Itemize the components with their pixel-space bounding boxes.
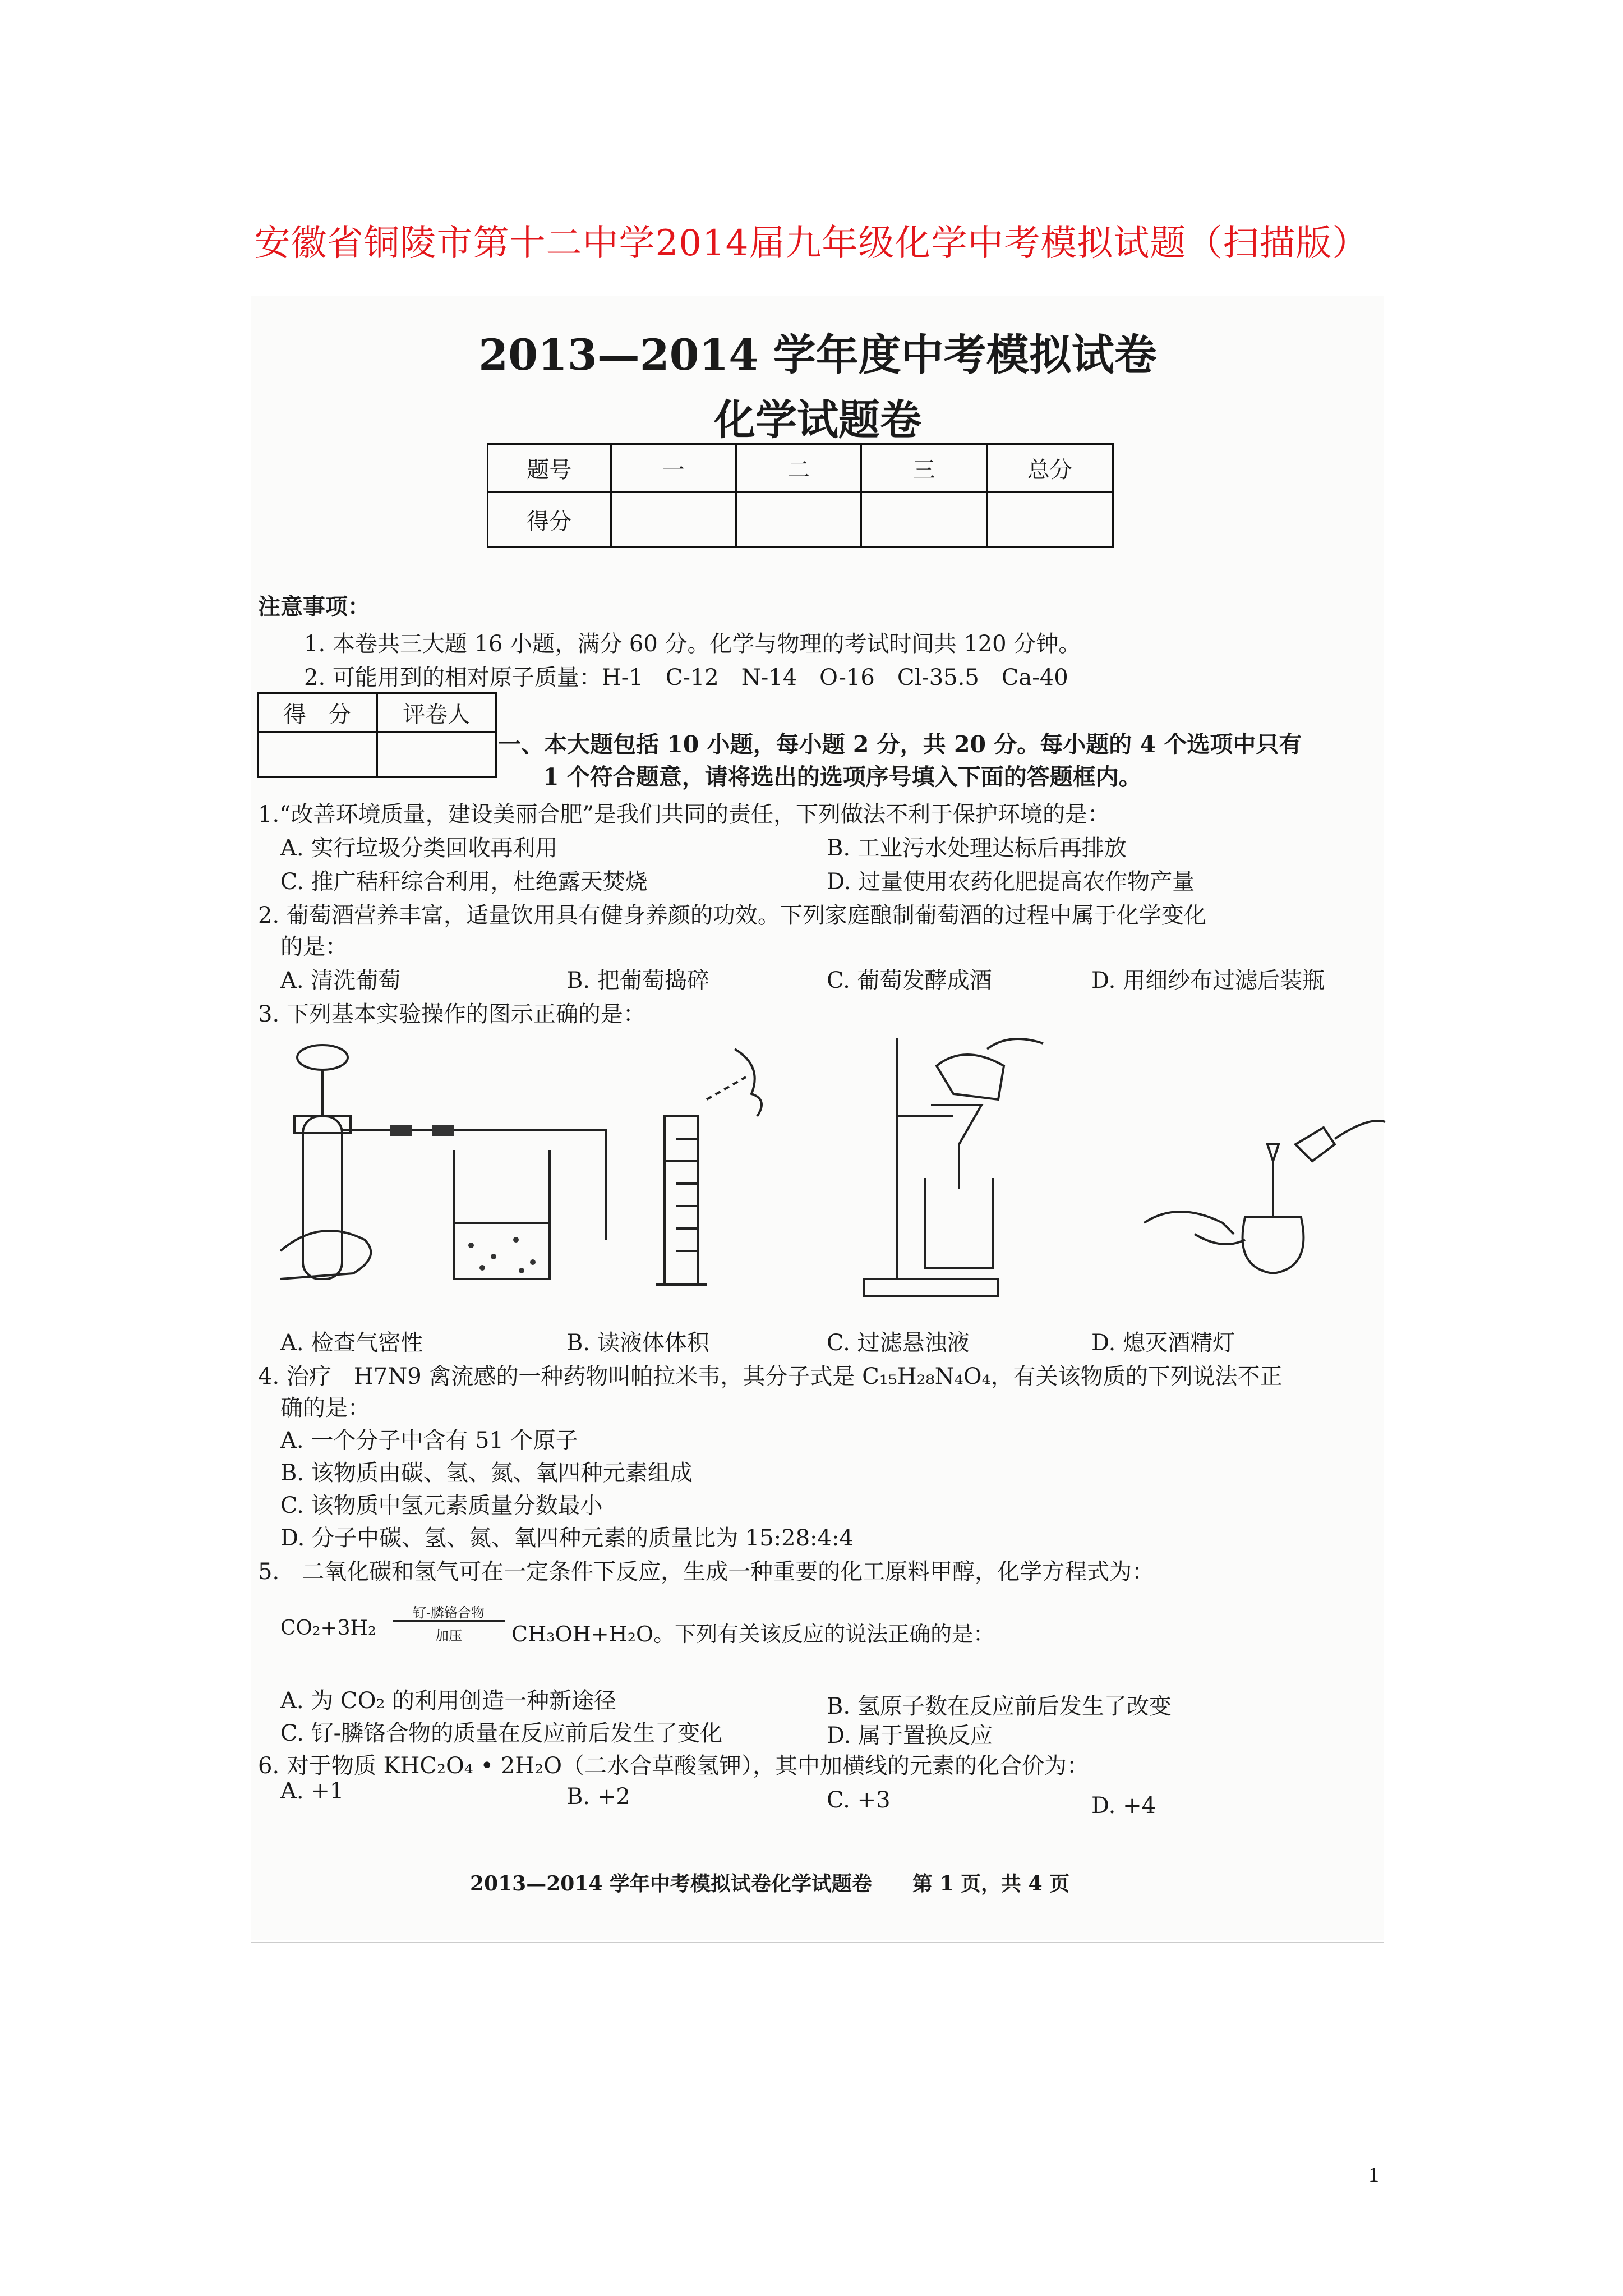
question-stem: 4. 治疗 H7N9 禽流感的一种药物叫帕拉米韦，其分子式是 C₁₅H₂₈N₄O₄，有关该物质的下列说法不正 (258, 1364, 1283, 1389)
score-table-header: 一 (611, 444, 736, 493)
option: A. +1 (280, 1778, 344, 1804)
equation-reactants: CO₂+3H₂ (280, 1617, 376, 1640)
question-stem: 3. 下列基本实验操作的图示正确的是： (258, 1001, 645, 1027)
airtightness-check-illustration (280, 1045, 606, 1279)
grader-score-label: 得 分 (258, 693, 377, 733)
score-table (487, 443, 1114, 548)
option: A. 为 CO₂ 的利用创造一种新途径 (280, 1688, 617, 1714)
option: A. 清洗葡萄 (280, 968, 401, 993)
option: A. 检查气密性 (280, 1330, 423, 1356)
graduated-cylinder-illustration (656, 1049, 762, 1285)
equation-products: CH₃OH+H₂O。下列有关该反应的说法正确的是： (511, 1622, 995, 1646)
score-table-label: 得分 (488, 493, 611, 547)
option: B. 工业污水处理达标后再排放 (827, 835, 1127, 861)
score-cell (986, 493, 1113, 547)
option: D. 过量使用农药化肥提高农作物产量 (827, 869, 1195, 895)
lab-illustrations (269, 1032, 1391, 1313)
question-stem: 1.“改善环境质量，建设美丽合肥”是我们共同的责任，下列做法不利于保护环境的是： (258, 802, 1110, 827)
grader-name-cell (377, 733, 496, 777)
option: C. 钌-膦铬合物的质量在反应前后发生了变化 (280, 1720, 723, 1746)
section-heading: 一、本大题包括 10 小题，每小题 2 分，共 20 分。每小题的 4 个选项中只有 (498, 731, 1302, 758)
notes-title: 注意事项： (258, 593, 370, 620)
option: C. 过滤悬浊液 (827, 1330, 970, 1356)
equation-condition: 加压 (435, 1628, 462, 1644)
question-stem: 5. 二氧化碳和氢气可在一定条件下反应，生成一种重要的化工原料甲醇，化学方程式为： (258, 1559, 1155, 1585)
exam-footer: 2013—2014 学年中考模拟试卷化学试题卷 第 1 页，共 4 页 (470, 1872, 1070, 1895)
grader-table (257, 692, 497, 778)
question-stem: 2. 葡萄酒营养丰富，适量饮用具有健身养颜的功效。下列家庭酿制葡萄酒的过程中属于化学变化 (258, 903, 1206, 928)
option: D. 分子中碳、氢、氮、氧四种元素的质量比为 15:28:4:4 (280, 1525, 854, 1551)
exam-subtitle: 化学试题卷 (714, 396, 921, 444)
scan-bottom-edge (251, 1942, 1384, 1943)
option: C. 该物质中氢元素质量分数最小 (280, 1493, 603, 1519)
question-stem: 6. 对于物质 KHC₂O₄ • 2H₂O（二水合草酸氢钾），其中加横线的元素的化合价为： (258, 1753, 1090, 1779)
grader-score-cell (258, 733, 377, 777)
document-title: 安徽省铜陵市第十二中学2014届九年级化学中考模拟试题（扫描版） (254, 223, 1369, 264)
option: C. +3 (827, 1787, 891, 1813)
option: B. 读液体体积 (566, 1330, 709, 1356)
option: D. +4 (1091, 1793, 1156, 1819)
option: D. 属于置换反应 (827, 1723, 993, 1749)
grader-name-label: 评卷人 (377, 693, 496, 733)
option: B. 该物质由碳、氢、氮、氧四种元素组成 (280, 1460, 693, 1486)
equation-catalyst: 钌-膦铬合物 (412, 1605, 485, 1621)
option: C. 推广秸秆综合利用，杜绝露天焚烧 (280, 869, 648, 895)
section-heading: 1 个符合题意，请将选出的选项序号填入下面的答题框内。 (543, 763, 1142, 790)
option: B. +2 (566, 1784, 630, 1810)
note-item: 2. 可能用到的相对原子质量：H-1 C-12 N-14 O-16 Cl-35.5 Ca-40 (304, 665, 1068, 691)
filtration-illustration (864, 1038, 1043, 1296)
exam-title: 2013—2014 学年度中考模拟试卷 (478, 330, 1157, 380)
score-table-header: 二 (736, 444, 861, 493)
option: D. 熄灭酒精灯 (1091, 1330, 1235, 1356)
score-table-header: 总分 (986, 444, 1113, 493)
question-stem: 的是： (280, 934, 348, 960)
score-cell (611, 493, 736, 547)
score-cell (736, 493, 861, 547)
option: C. 葡萄发酵成酒 (827, 968, 992, 993)
page-number: 1 (1368, 2163, 1379, 2187)
score-table-header: 题号 (488, 444, 611, 493)
option: B. 氢原子数在反应前后发生了改变 (827, 1694, 1172, 1719)
option: D. 用细纱布过滤后装瓶 (1091, 968, 1325, 993)
equation-arrow (393, 1620, 505, 1622)
question-stem: 确的是： (280, 1395, 370, 1421)
score-cell (861, 493, 986, 547)
option: A. 一个分子中含有 51 个原子 (280, 1428, 578, 1453)
option: B. 把葡萄捣碎 (566, 968, 709, 993)
option: A. 实行垃圾分类回收再利用 (280, 835, 558, 861)
score-table-header: 三 (861, 444, 986, 493)
note-item: 1. 本卷共三大题 16 小题，满分 60 分。化学与物理的考试时间共 120 分钟。 (304, 631, 1081, 657)
alcohol-lamp-illustration (1144, 1121, 1385, 1273)
